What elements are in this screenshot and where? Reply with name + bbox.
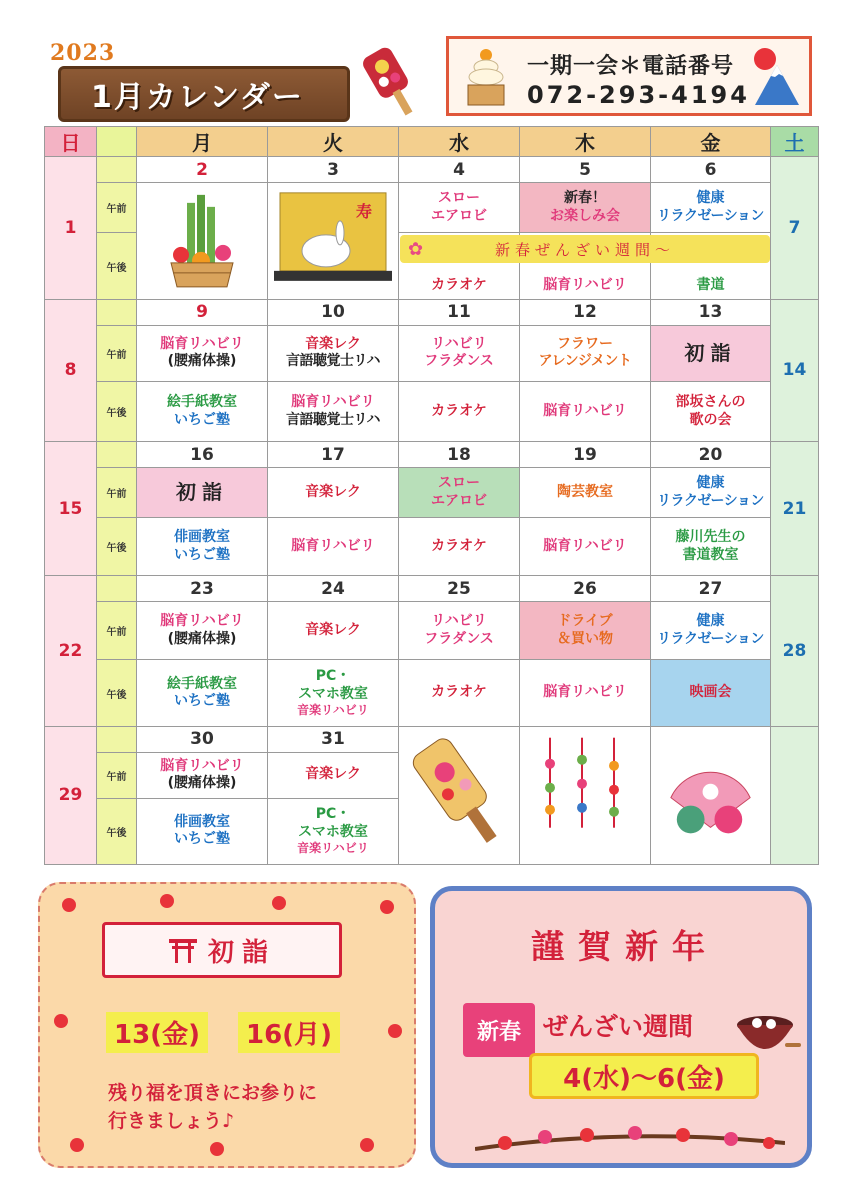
year-label: 2023 bbox=[50, 40, 116, 66]
event-karaoke: カラオケ bbox=[399, 381, 520, 441]
header-friday: 金 bbox=[651, 127, 771, 157]
event-rehab-hula: リハビリ フラダンス bbox=[399, 325, 520, 381]
date-cell: 6 bbox=[651, 157, 771, 183]
date-cell: 24 bbox=[268, 576, 399, 602]
event-haiga-ichigo: 俳画教室 いちご塾 bbox=[137, 518, 268, 576]
pm-label: 午後 bbox=[97, 660, 137, 726]
zenzai-week-label: ぜんざい週間 bbox=[543, 1012, 694, 1041]
kinga-title: 謹賀新年 bbox=[531, 927, 719, 966]
date-cell: 27 bbox=[651, 576, 771, 602]
event-calligraphy-class: 藤川先生の 書道教室 bbox=[651, 518, 771, 576]
event-singing: 部坂さんの 歌の会 bbox=[651, 381, 771, 441]
title-board bbox=[58, 66, 350, 122]
date-cell: 31 bbox=[268, 726, 399, 752]
event-new-year-party: 新春！ お楽しみ会 bbox=[520, 183, 651, 233]
date-cell: 16 bbox=[137, 442, 268, 468]
event-hatsumoude: 初詣 bbox=[651, 325, 771, 381]
saturday-date: 21 bbox=[771, 442, 819, 576]
event-music-rec: 音楽レク bbox=[268, 602, 399, 660]
date-cell: 11 bbox=[399, 299, 520, 325]
am-label: 午前 bbox=[97, 468, 137, 518]
event-movie: 映画会 bbox=[651, 660, 771, 726]
week-blank bbox=[97, 576, 137, 602]
event-health-relaxation: 健康 リラクゼーション bbox=[651, 183, 771, 233]
header-tuesday: 火 bbox=[268, 127, 399, 157]
plum-flower-icon bbox=[160, 894, 174, 908]
date-cell: 2 bbox=[137, 157, 268, 183]
date-cell: 10 bbox=[268, 299, 399, 325]
header-sunday: 日 bbox=[45, 127, 97, 157]
kadomatsu-icon bbox=[137, 180, 267, 296]
date-cell: 12 bbox=[520, 299, 651, 325]
am-label: 午前 bbox=[97, 752, 137, 798]
phone-title: 一期一会＊電話番号 bbox=[527, 54, 735, 79]
plum-flower-icon bbox=[380, 900, 394, 914]
am-label: 午前 bbox=[97, 602, 137, 660]
event-music-rec: 音楽レク bbox=[268, 752, 399, 798]
date-cell: 30 bbox=[137, 726, 268, 752]
plum-flower-icon bbox=[360, 1138, 374, 1152]
shinshun-badge: 新春 bbox=[463, 1003, 535, 1057]
date-cell: 17 bbox=[268, 442, 399, 468]
zenzai-week-banner: ✿ 新春ぜんざい週間～ bbox=[400, 235, 770, 263]
hatsumoude-date-1: 13(金) bbox=[106, 1012, 208, 1053]
saturday-blank bbox=[771, 726, 819, 864]
phone-box bbox=[446, 36, 812, 116]
date-cell: 13 bbox=[651, 299, 771, 325]
plum-flower-icon bbox=[210, 1142, 224, 1156]
kinga-shinnen-panel bbox=[430, 886, 812, 1168]
event-music-speech: 音楽レク 言語聴覚士リハ bbox=[268, 325, 399, 381]
hagoita-fan-icon bbox=[399, 724, 519, 861]
sunday-date: 15 bbox=[45, 442, 97, 576]
hanging-ornaments-icon bbox=[520, 724, 650, 861]
event-health-relaxation: 健康 リラクゼーション bbox=[651, 602, 771, 660]
event-rehab-hula: リハビリ フラダンス bbox=[399, 602, 520, 660]
usagi-cell bbox=[268, 183, 399, 300]
date-cell: 4 bbox=[399, 157, 520, 183]
event-brain-rehab-lumbago: 脳育リハビリ (腰痛体操) bbox=[137, 752, 268, 798]
week-blank bbox=[97, 299, 137, 325]
svg-text:寿: 寿 bbox=[356, 202, 373, 222]
event-karaoke: カラオケ bbox=[399, 518, 520, 576]
plum-branch-icon bbox=[475, 1113, 785, 1161]
sunday-date: 8 bbox=[45, 299, 97, 441]
date-cell: 20 bbox=[651, 442, 771, 468]
hatsumoude-title-box: 初詣 bbox=[102, 922, 342, 978]
plum-flower-icon bbox=[62, 898, 76, 912]
am-label: 午前 bbox=[97, 183, 137, 233]
header-thursday: 木 bbox=[520, 127, 651, 157]
event-drive-shopping: ドライブ ＆買い物 bbox=[520, 602, 651, 660]
hatsumoude-message-1: 残り福を頂きにお参りに bbox=[108, 1082, 318, 1104]
event-brain-speech: 脳育リハビリ 言語聴覚士リハ bbox=[268, 381, 399, 441]
phone-number: 072-293-4194 bbox=[527, 81, 750, 109]
event-brain-rehab: 脳育リハビリ bbox=[268, 518, 399, 576]
plum-flower-icon bbox=[388, 1024, 402, 1038]
hagoita-cell bbox=[399, 726, 520, 864]
hagoita-icon bbox=[362, 44, 422, 122]
event-pc-smartphone: PC・ スマホ教室 音楽リハビリ bbox=[268, 660, 399, 726]
plum-flower-icon bbox=[54, 1014, 68, 1028]
week-blank bbox=[97, 726, 137, 752]
event-slow-aerobics: スロー エアロビ bbox=[399, 183, 520, 233]
hatsumoude-date-2: 16(月) bbox=[238, 1012, 340, 1053]
kadomatsu-cell bbox=[137, 183, 268, 300]
fan-temari-icon bbox=[651, 724, 770, 861]
header-wednesday: 水 bbox=[399, 127, 520, 157]
event-brain-rehab-lumbago: 脳育リハビリ (腰痛体操) bbox=[137, 602, 268, 660]
pm-label: 午後 bbox=[97, 518, 137, 576]
date-cell: 23 bbox=[137, 576, 268, 602]
event-brain-rehab: 脳育リハビリ bbox=[520, 381, 651, 441]
saturday-date: 14 bbox=[771, 299, 819, 441]
banner-cell-wed: カラオケ bbox=[399, 233, 520, 299]
plum-flower-icon bbox=[272, 896, 286, 910]
plum-flower-icon bbox=[70, 1138, 84, 1152]
week-blank bbox=[97, 442, 137, 468]
event-flower-arrangement: フラワー アレンジメント bbox=[520, 325, 651, 381]
header-monday: 月 bbox=[137, 127, 268, 157]
banner-cell-thu: 脳育リハビリ bbox=[520, 233, 651, 299]
torii-icon bbox=[168, 935, 198, 965]
sunday-date: 22 bbox=[45, 576, 97, 726]
saturday-date: 7 bbox=[771, 157, 819, 300]
kagami-mochi-icon bbox=[463, 47, 509, 107]
event-hatsumoude: 初詣 bbox=[137, 468, 268, 518]
header-blank bbox=[97, 127, 137, 157]
event-etegami-ichigo: 絵手紙教室 いちご塾 bbox=[137, 381, 268, 441]
event-music-rec: 音楽レク bbox=[268, 468, 399, 518]
pm-label: 午後 bbox=[97, 798, 137, 864]
pm-label: 午後 bbox=[97, 233, 137, 299]
mount-fuji-icon bbox=[751, 45, 801, 107]
page-title: 1月カレンダー bbox=[91, 80, 304, 115]
week-blank bbox=[97, 157, 137, 183]
date-cell: 19 bbox=[520, 442, 651, 468]
rabbit-screen-icon bbox=[268, 180, 398, 296]
event-pottery: 陶芸教室 bbox=[520, 468, 651, 518]
pm-label: 午後 bbox=[97, 381, 137, 441]
header-saturday: 土 bbox=[771, 127, 819, 157]
temari-cell bbox=[651, 726, 771, 864]
date-cell: 25 bbox=[399, 576, 520, 602]
event-etegami-ichigo: 絵手紙教室 いちご塾 bbox=[137, 660, 268, 726]
hatsumoude-panel bbox=[38, 882, 416, 1168]
date-cell: 18 bbox=[399, 442, 520, 468]
sunday-date: 29 bbox=[45, 726, 97, 864]
event-brain-rehab: 脳育リハビリ bbox=[520, 660, 651, 726]
event-brain-rehab: 脳育リハビリ bbox=[520, 518, 651, 576]
date-cell: 3 bbox=[268, 157, 399, 183]
date-cell: 5 bbox=[520, 157, 651, 183]
event-health-relaxation: 健康 リラクゼーション bbox=[651, 468, 771, 518]
date-cell: 26 bbox=[520, 576, 651, 602]
ornament-cell bbox=[520, 726, 651, 864]
saturday-date: 28 bbox=[771, 576, 819, 726]
plum-flower-icon: ✿ bbox=[408, 239, 429, 260]
sunday-date: 1 bbox=[45, 157, 97, 300]
hatsumoude-message-2: 行きましょう♪ bbox=[108, 1110, 235, 1132]
kinga-dates: 4(水)～6(金) bbox=[529, 1053, 759, 1099]
date-cell: 9 bbox=[137, 299, 268, 325]
event-pc-smartphone: PC・ スマホ教室 音楽リハビリ bbox=[268, 798, 399, 864]
event-karaoke: カラオケ bbox=[399, 660, 520, 726]
event-slow-aerobics: スロー エアロビ bbox=[399, 468, 520, 518]
am-label: 午前 bbox=[97, 325, 137, 381]
banner-cell-fri: 書道 bbox=[651, 233, 771, 299]
event-haiga-ichigo: 俳画教室 いちご塾 bbox=[137, 798, 268, 864]
event-brain-rehab-lumbago: 脳育リハビリ (腰痛体操) bbox=[137, 325, 268, 381]
